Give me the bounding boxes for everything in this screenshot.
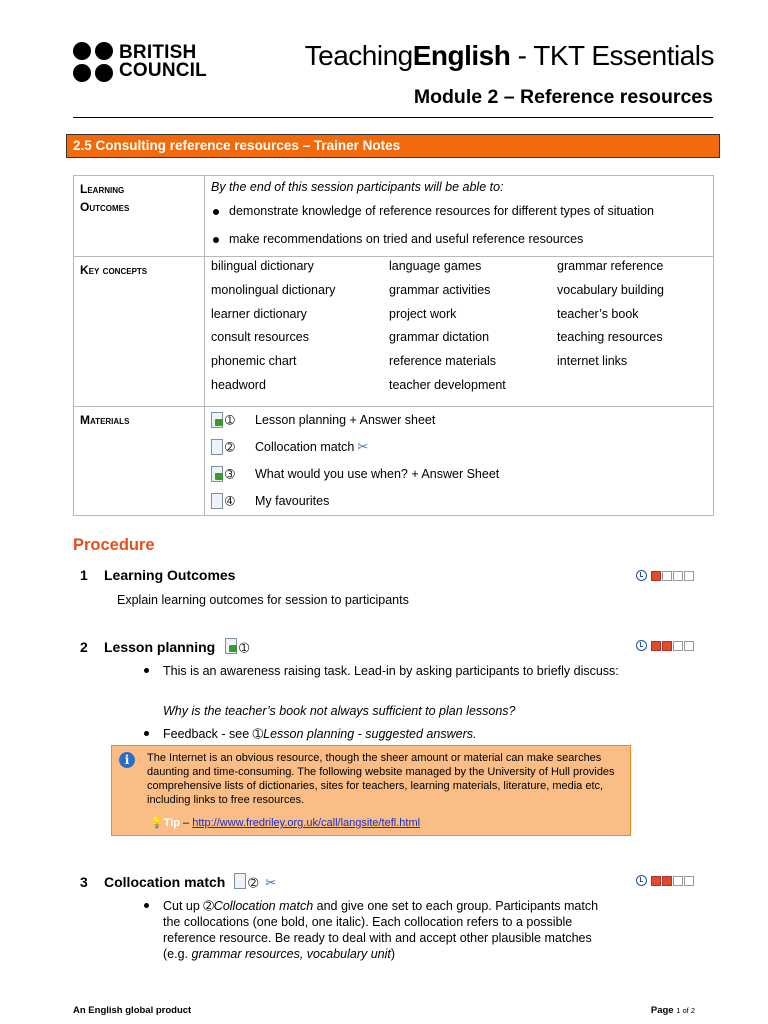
key-concept: reference materials (389, 354, 496, 369)
key-concepts-row (74, 257, 714, 407)
scissors-icon: ✂ (357, 439, 369, 455)
key-concepts-content (205, 257, 714, 407)
worksheet-icon (211, 493, 223, 509)
key-concept: grammar activities (389, 282, 491, 297)
key-concepts-grid (211, 259, 707, 402)
key-concept: vocabulary building (557, 282, 665, 297)
timer-block (651, 876, 661, 886)
key-concept: bilingual dictionary (211, 259, 314, 273)
tip-box (111, 745, 631, 836)
british-council-logo (73, 42, 207, 82)
timer-block (684, 641, 694, 651)
key-concept: internet links (557, 354, 628, 369)
bullet-icon (144, 731, 149, 736)
footer-product: An English global product (73, 1005, 192, 1016)
section-2-question: Why is the teacher’s book not always sufficient to plan lessons? (163, 704, 516, 718)
materials-row (74, 406, 714, 515)
logo-dots-icon (73, 42, 113, 82)
answer-sheet-icon (225, 638, 237, 654)
worksheet-icon (211, 439, 223, 455)
clock-icon (636, 640, 647, 651)
outcome-item: make recommendations on tried and useful reference resources (211, 232, 707, 252)
teaching-english-title: TeachingEnglish - TKT Essentials (304, 40, 714, 71)
answer-sheet-icon (211, 466, 223, 482)
learning-outcomes-row (74, 176, 714, 257)
material-item[interactable]: ➃ My favourites (211, 488, 707, 515)
info-icon: i (119, 752, 135, 768)
material-item[interactable]: ➂ What would you use when? + Answer Sheet (211, 461, 707, 488)
key-concept: teacher’s book (557, 306, 639, 321)
bullet-icon (144, 903, 149, 908)
key-concept: phonemic chart (211, 354, 297, 369)
key-concept: monolingual dictionary (211, 282, 336, 297)
timer-block (651, 641, 661, 651)
section-3-timer (636, 875, 694, 886)
tip-line: 💡Tip – http://www.fredriley.org.uk/call/langsite/tefl.html (150, 817, 421, 829)
key-concepts-label: Key concepts (74, 257, 205, 407)
timer-block (673, 641, 683, 651)
session-overview-table (73, 175, 714, 516)
key-concept: project work (389, 306, 457, 321)
section-2-bullet-1: This is an awareness raising task. Lead-in by asking participants to briefly discuss: (163, 663, 633, 679)
key-concept: headword (211, 377, 266, 392)
scissors-icon: ✂ (265, 875, 277, 890)
tip-text: The Internet is an obvious resource, though the sheer amount or material can make searches daunting and time-consuming. The following website managed by the University of Hull provides comprehensive lists of dictionaries, sites for teachers, learning materials, literature, media etc, including links to free resources. (147, 752, 615, 806)
key-concept (557, 378, 707, 402)
section-1-body: Explain learning outcomes for session to participants (117, 593, 409, 607)
materials-content (205, 406, 714, 515)
material-item[interactable]: ➁ Collocation match ✂ (211, 434, 707, 461)
lightbulb-icon: 💡 (150, 817, 164, 829)
bullet-icon (213, 209, 219, 215)
section-3-bullet: Cut up ➁Collocation match and give one set to each group. Participants match the collocations (one bold, one italic). Each collocation refers to a possible reference resource. Be ready to deal with and accept other plausible matches (e.g. grammar resources, vocabulary unit) (163, 898, 613, 962)
clock-icon (636, 875, 647, 886)
procedure-heading: Procedure (73, 536, 155, 554)
section-1-heading: 1 Learning Outcomes (80, 567, 236, 583)
timer-block (673, 876, 683, 886)
key-concept: consult resources (211, 330, 309, 345)
learning-outcomes-intro: By the end of this session participants will be able to: (211, 180, 504, 194)
key-concept: teacher development (389, 377, 506, 392)
timer-block (662, 641, 672, 651)
key-concept: learner dictionary (211, 306, 307, 321)
header-divider (73, 117, 713, 118)
bullet-icon (213, 237, 219, 243)
key-concept: language games (389, 259, 482, 273)
timer-block (684, 876, 694, 886)
timer-block (651, 571, 661, 581)
key-concept: grammar reference (557, 259, 664, 273)
key-concept: teaching resources (557, 330, 663, 345)
logo-text: BRITISH COUNCIL (119, 42, 207, 81)
materials-label: Materials (74, 406, 205, 515)
material-item[interactable]: ➀ Lesson planning + Answer sheet (211, 407, 707, 434)
timer-block (662, 876, 672, 886)
clock-icon (636, 570, 647, 581)
key-concept: grammar dictation (389, 330, 490, 345)
learning-outcomes-content (205, 176, 714, 257)
footer-page: Page 1 of 2 (650, 1005, 695, 1016)
section-2-bullet-2: Feedback - see ➀Lesson planning - suggested answers. (163, 726, 476, 742)
outcome-item: demonstrate knowledge of reference resources for different types of situation (211, 204, 707, 232)
section-3-heading: 3 Collocation match ➁ ✂ (80, 874, 277, 890)
section-2-timer (636, 640, 694, 651)
section-1-timer (636, 570, 694, 581)
session-title-bar: 2.5 Consulting reference resources – Trainer Notes (66, 134, 720, 158)
module-title: Module 2 – Reference resources (413, 86, 713, 108)
bullet-icon (144, 668, 149, 673)
answer-sheet-icon (211, 412, 223, 428)
learning-outcomes-label: Learning Outcomes (74, 176, 205, 257)
timer-block (684, 571, 694, 581)
timer-block (662, 571, 672, 581)
section-2-heading: 2 Lesson planning ➀ (80, 639, 250, 655)
timer-block (673, 571, 683, 581)
resource-link[interactable]: http://www.fredriley.org.uk/call/langsite/tefl.html (192, 817, 421, 829)
worksheet-icon (234, 873, 246, 889)
